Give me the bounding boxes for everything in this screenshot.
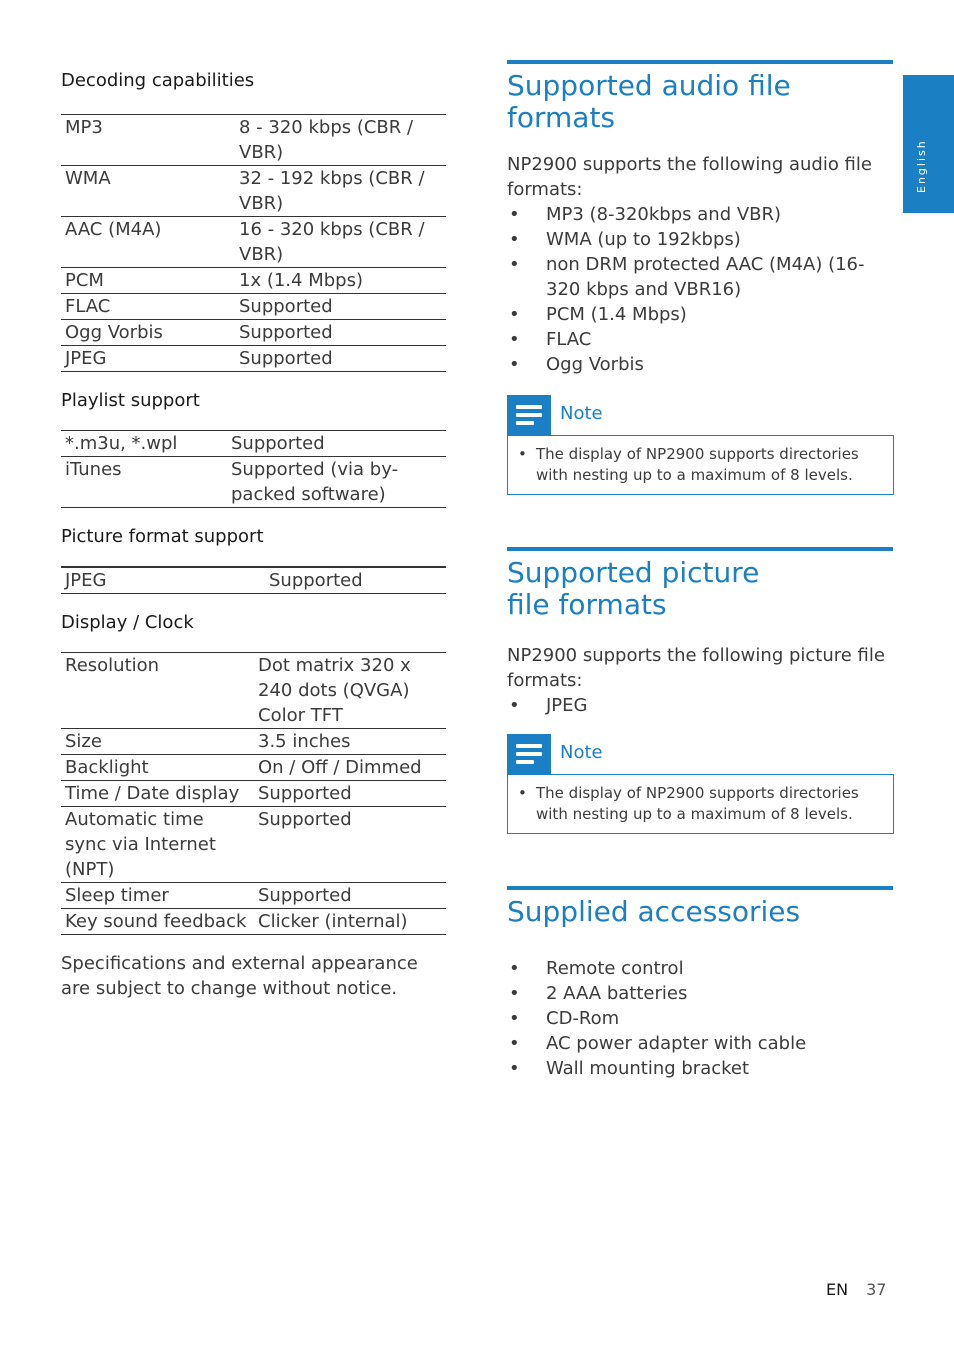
spec-value: 1x (1.4 Mbps) xyxy=(235,268,446,294)
audio-note-label: Note xyxy=(560,403,603,424)
table-row xyxy=(61,217,446,268)
table-row xyxy=(61,268,446,294)
table-row xyxy=(61,457,446,508)
table-row xyxy=(61,320,446,346)
audio-note-box xyxy=(507,435,894,495)
accessories-section-title: Supplied accessories xyxy=(507,895,801,928)
audio-note xyxy=(507,395,894,495)
decoding-heading: Decoding capabilities xyxy=(61,70,255,91)
picture-section-rule xyxy=(507,547,893,551)
spec-value: Supported xyxy=(254,781,446,807)
picture-note-text: • The display of NP2900 supports directories with nesting up to a maximum of 8 levels. xyxy=(518,783,883,825)
decoding-table xyxy=(61,114,446,372)
spec-label: MP3 xyxy=(61,115,235,166)
table-row xyxy=(61,115,446,166)
spec-value: Supported xyxy=(254,883,446,909)
specs-column xyxy=(61,64,446,1001)
spec-value: Supported xyxy=(235,320,446,346)
list-item: • Wall mounting bracket xyxy=(507,1056,894,1081)
table-row xyxy=(61,883,446,909)
table-row xyxy=(61,567,446,594)
spec-value: 8 - 320 kbps (CBR / VBR) xyxy=(235,115,446,166)
spec-label: Ogg Vorbis xyxy=(61,320,235,346)
audio-note-text: • The display of NP2900 supports directories with nesting up to a maximum of 8 levels. xyxy=(518,444,883,486)
spec-label: Size xyxy=(61,729,254,755)
page-number: 37 xyxy=(866,1280,887,1299)
table-row xyxy=(61,653,446,729)
table-row xyxy=(61,166,446,217)
table-row xyxy=(61,346,446,372)
formats-column xyxy=(507,60,894,1081)
table-row xyxy=(61,781,446,807)
footer-language: EN xyxy=(826,1280,849,1299)
list-item: • 2 AAA batteries xyxy=(507,981,894,1006)
spec-label: Sleep timer xyxy=(61,883,254,909)
list-item: • WMA (up to 192kbps) xyxy=(507,227,894,252)
spec-label: iTunes xyxy=(61,457,227,508)
spec-value: 3.5 inches xyxy=(254,729,446,755)
spec-value: Supported (via by-packed software) xyxy=(227,457,446,508)
list-item: • Ogg Vorbis xyxy=(507,352,894,377)
spec-label: Key sound feedback xyxy=(61,909,254,935)
picture-section-title: Supported picture file formats xyxy=(507,556,760,621)
audio-format-list xyxy=(507,202,894,377)
playlist-table xyxy=(61,430,446,508)
spec-label: AAC (M4A) xyxy=(61,217,235,268)
list-item: • CD-Rom xyxy=(507,1006,894,1031)
table-row xyxy=(61,807,446,883)
spec-value: Supported xyxy=(265,567,446,594)
audio-section-title: Supported audio file formats xyxy=(507,69,791,134)
table-row xyxy=(61,755,446,781)
display-table xyxy=(61,652,446,935)
display-heading: Display / Clock xyxy=(61,612,194,633)
audio-section-rule xyxy=(507,60,893,64)
list-item: • JPEG xyxy=(507,693,894,718)
accessories-section-rule xyxy=(507,886,893,890)
note-icon xyxy=(507,734,551,774)
list-item: • AC power adapter with cable xyxy=(507,1031,894,1056)
spec-label: Time / Date display xyxy=(61,781,254,807)
spec-value: Supported xyxy=(227,431,446,457)
table-row xyxy=(61,294,446,320)
spec-label: JPEG xyxy=(61,567,265,594)
table-row xyxy=(61,729,446,755)
picture-support-table xyxy=(61,566,446,594)
spec-label: Backlight xyxy=(61,755,254,781)
audio-intro: NP2900 supports the following audio file formats: xyxy=(507,154,872,200)
picture-format-list xyxy=(507,693,894,718)
spec-value: 16 - 320 kbps (CBR / VBR) xyxy=(235,217,446,268)
accessories-list xyxy=(507,956,894,1081)
language-tab xyxy=(903,75,954,213)
spec-value: On / Off / Dimmed xyxy=(254,755,446,781)
spec-value: Supported xyxy=(235,346,446,372)
picture-note-label: Note xyxy=(560,742,603,763)
list-item: • FLAC xyxy=(507,327,894,352)
list-item: • Remote control xyxy=(507,956,894,981)
spec-value: Clicker (internal) xyxy=(254,909,446,935)
table-row xyxy=(61,431,446,457)
list-item: • PCM (1.4 Mbps) xyxy=(507,302,894,327)
spec-label: Automatic time sync via Internet (NPT) xyxy=(61,807,254,883)
spec-label: JPEG xyxy=(61,346,235,372)
picture-note-box xyxy=(507,774,894,834)
spec-value: Dot matrix 320 x 240 dots (QVGA) Color TFT xyxy=(254,653,446,729)
playlist-heading: Playlist support xyxy=(61,390,200,411)
disclaimer-text: Specifications and external appearance are subject to change without notice. xyxy=(61,953,418,999)
language-tab-label: English xyxy=(915,139,928,193)
spec-label: *.m3u, *.wpl xyxy=(61,431,227,457)
spec-label: WMA xyxy=(61,166,235,217)
list-item: • non DRM protected AAC (M4A) (16-320 kbps and VBR16) xyxy=(507,252,894,302)
table-row xyxy=(61,909,446,935)
spec-value: 32 - 192 kbps (CBR / VBR) xyxy=(235,166,446,217)
spec-label: FLAC xyxy=(61,294,235,320)
spec-label: Resolution xyxy=(61,653,254,729)
spec-label: PCM xyxy=(61,268,235,294)
picture-intro: NP2900 supports the following picture file formats: xyxy=(507,645,885,691)
spec-value: Supported xyxy=(235,294,446,320)
picture-note xyxy=(507,734,894,834)
note-icon xyxy=(507,395,551,435)
list-item: • MP3 (8-320kbps and VBR) xyxy=(507,202,894,227)
spec-value: Supported xyxy=(254,807,446,883)
page-footer xyxy=(826,1280,886,1299)
picture-support-heading: Picture format support xyxy=(61,526,264,547)
